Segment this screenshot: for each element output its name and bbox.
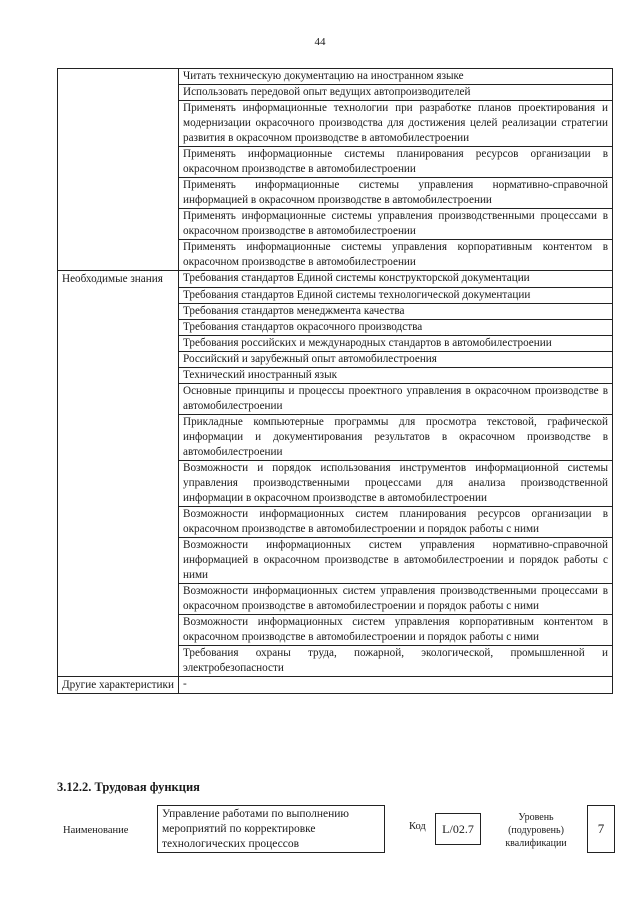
row-label	[58, 303, 179, 319]
name-label: Наименование	[63, 825, 129, 836]
section-title: 3.12.2. Трудовая функция	[57, 780, 200, 794]
table-row	[58, 614, 613, 645]
table-row	[58, 414, 613, 460]
row-text: Прикладные компьютерные программы для просмотра текстовой, графической информации и документирования результатов в окрасочном производстве в автомобилестроении	[179, 414, 613, 460]
row-label	[58, 209, 179, 240]
row-label	[58, 351, 179, 367]
row-text: Основные принципы и процессы проектного управления в окрасочном производстве в автомобилестроении	[179, 383, 613, 414]
row-label	[58, 101, 179, 147]
code-value: L/02.7	[435, 813, 481, 845]
row-label	[58, 367, 179, 383]
row-label	[58, 240, 179, 271]
row-label	[58, 506, 179, 537]
row-text: Возможности информационных систем управления нормативно-справочной информацией в окрасочном производстве в автомобилестроении и порядок работы с ними	[179, 537, 613, 583]
page-number: 44	[314, 36, 326, 48]
table-row	[58, 351, 613, 367]
table-row	[58, 303, 613, 319]
table-row	[58, 69, 613, 85]
table-row	[58, 319, 613, 335]
row-label: Другие характеристики	[58, 676, 179, 693]
table-row	[58, 147, 613, 178]
row-label	[58, 583, 179, 614]
row-label	[58, 383, 179, 414]
table-row	[58, 209, 613, 240]
requirements-table	[57, 68, 613, 694]
table-row	[58, 85, 613, 101]
row-label	[58, 414, 179, 460]
table-row	[58, 583, 613, 614]
table-row	[58, 537, 613, 583]
row-text: Требования охраны труда, пожарной, экологической, промышленной и электробезопасности	[179, 645, 613, 676]
row-text: Возможности и порядок использования инструментов информационной системы управления производственными процессами для анализа производственной информации в окрасочном производстве в автомобилестроении	[179, 460, 613, 506]
table-row	[58, 271, 613, 288]
row-text: Требования стандартов Единой системы конструкторской документации	[179, 271, 613, 288]
row-text: Возможности информационных систем управления производственными процессами в окрасочном производстве в автомобилестроении и порядок работы с ними	[179, 583, 613, 614]
row-text: Технический иностранный язык	[179, 367, 613, 383]
row-label	[58, 645, 179, 676]
row-text: Читать техническую документацию на иностранном языке	[179, 69, 613, 85]
table-row	[58, 335, 613, 351]
table-row	[58, 383, 613, 414]
row-label	[58, 319, 179, 335]
row-text: Применять информационные системы управления нормативно-справочной информацией в окрасочном производстве в автомобилестроении	[179, 178, 613, 209]
row-text: Требования стандартов менеджмента качества	[179, 303, 613, 319]
row-text: -	[179, 676, 613, 693]
row-label	[58, 287, 179, 303]
row-label	[58, 614, 179, 645]
row-text: Применять информационные системы планирования ресурсов организации в окрасочном производстве в автомобилестроении	[179, 147, 613, 178]
row-text: Российский и зарубежный опыт автомобилестроения	[179, 351, 613, 367]
row-label	[58, 335, 179, 351]
table-row	[58, 240, 613, 271]
row-label	[58, 460, 179, 506]
table-row	[58, 287, 613, 303]
table-row	[58, 645, 613, 676]
level-label: Уровень (подуровень) квалификации	[505, 812, 567, 849]
row-text: Возможности информационных систем планирования ресурсов организации в окрасочном производстве в автомобилестроении и порядок работы с ними	[179, 506, 613, 537]
row-text: Требования стандартов Единой системы технологической документации	[179, 287, 613, 303]
table-row	[58, 367, 613, 383]
table-row	[58, 101, 613, 147]
row-text: Применять информационные технологии при разработке планов проектирования и модернизации окрасочного производства для достижения целей реализации стратегии развития в окрасочном производстве в автомобилестроении	[179, 101, 613, 147]
row-label	[58, 85, 179, 101]
row-text: Требования российских и международных стандартов в автомобилестроении	[179, 335, 613, 351]
row-text: Применять информационные системы управления производственными процессами в окрасочном производстве в автомобилестроении	[179, 209, 613, 240]
level-value: 7	[587, 805, 615, 853]
row-label: Необходимые знания	[58, 271, 179, 288]
row-label	[58, 147, 179, 178]
row-text: Возможности информационных систем управления корпоративным контентом в окрасочном производстве в автомобилестроении и порядок работы с ними	[179, 614, 613, 645]
code-label: Код	[409, 821, 426, 832]
row-text: Требования стандартов окрасочного производства	[179, 319, 613, 335]
row-text: Применять информационные системы управления корпоративным контентом в окрасочном производстве в автомобилестроении	[179, 240, 613, 271]
row-label	[58, 69, 179, 85]
table-row	[58, 178, 613, 209]
row-label	[58, 537, 179, 583]
labor-function-header	[57, 805, 617, 855]
table-row	[58, 676, 613, 693]
row-text: Использовать передовой опыт ведущих автопроизводителей	[179, 85, 613, 101]
table-row	[58, 460, 613, 506]
name-value: Управление работами по выполнению мероприятий по корректировке технологических процессов	[157, 805, 385, 853]
row-label	[58, 178, 179, 209]
table-row	[58, 506, 613, 537]
